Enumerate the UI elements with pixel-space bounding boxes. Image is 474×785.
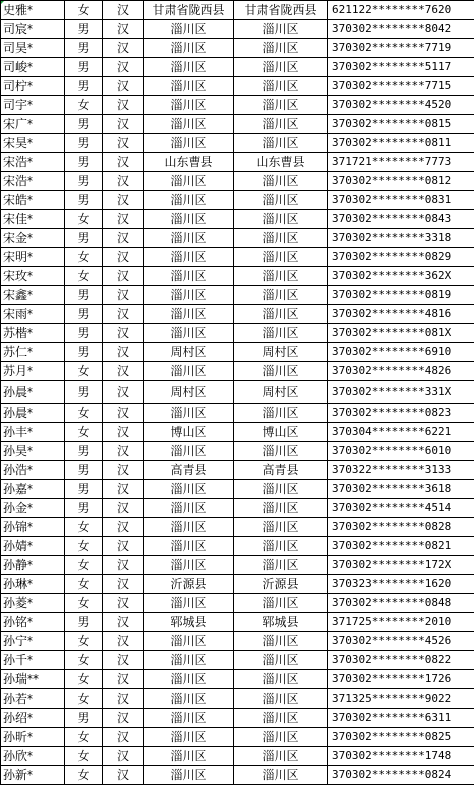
region-cell-2[interactable]: 淄川区 xyxy=(234,134,328,153)
gender-cell[interactable]: 女 xyxy=(65,747,103,766)
region-cell-2[interactable]: 淄川区 xyxy=(234,286,328,305)
ethnicity-cell[interactable]: 汉 xyxy=(103,709,144,728)
gender-cell[interactable]: 女 xyxy=(65,423,103,442)
table-row xyxy=(1,575,474,594)
gender-cell[interactable]: 男 xyxy=(65,20,103,39)
ethnicity-cell[interactable]: 汉 xyxy=(103,670,144,689)
name-cell[interactable]: 孙晨* xyxy=(1,381,65,404)
name-cell[interactable]: 孙昊* xyxy=(1,442,65,461)
table-row xyxy=(1,556,474,575)
region-cell[interactable]: 淄川区 xyxy=(144,404,234,423)
region-cell[interactable]: 淄川区 xyxy=(144,442,234,461)
name-cell[interactable]: 孙晨* xyxy=(1,404,65,423)
id-number-cell[interactable]: 370302********0824 xyxy=(328,766,474,785)
name-cell[interactable]: 孙金* xyxy=(1,499,65,518)
region-cell[interactable]: 高青县 xyxy=(144,461,234,480)
ethnicity-cell[interactable]: 汉 xyxy=(103,728,144,747)
name-cell[interactable]: 孙婧* xyxy=(1,537,65,556)
table-row xyxy=(1,381,474,404)
id-number-cell[interactable]: 370302********7715 xyxy=(328,77,474,96)
gender-cell[interactable]: 男 xyxy=(65,115,103,134)
region-cell-2[interactable]: 淄川区 xyxy=(234,670,328,689)
region-cell[interactable]: 淄川区 xyxy=(144,766,234,785)
region-cell-2[interactable]: 淄川区 xyxy=(234,594,328,613)
id-number-cell[interactable]: 370302********0811 xyxy=(328,134,474,153)
name-cell[interactable]: 司峻* xyxy=(1,58,65,77)
region-cell[interactable]: 周村区 xyxy=(144,381,234,404)
gender-cell[interactable]: 女 xyxy=(65,670,103,689)
region-cell[interactable]: 淄川区 xyxy=(144,305,234,324)
ethnicity-cell[interactable]: 汉 xyxy=(103,77,144,96)
gender-cell[interactable]: 男 xyxy=(65,613,103,632)
region-cell-2[interactable]: 淄川区 xyxy=(234,747,328,766)
gender-cell[interactable]: 男 xyxy=(65,480,103,499)
id-number-cell[interactable]: 371725********2010 xyxy=(328,613,474,632)
gender-cell[interactable]: 女 xyxy=(65,1,103,20)
id-number-cell[interactable]: 621122********7620 xyxy=(328,1,474,20)
table-row xyxy=(1,518,474,537)
name-cell[interactable]: 宋广* xyxy=(1,115,65,134)
name-cell[interactable]: 宋昊* xyxy=(1,134,65,153)
name-cell[interactable]: 孙若* xyxy=(1,689,65,709)
id-number-cell[interactable]: 370302********3318 xyxy=(328,229,474,248)
table-row xyxy=(1,324,474,343)
region-cell[interactable]: 淄川区 xyxy=(144,39,234,58)
ethnicity-cell[interactable]: 汉 xyxy=(103,613,144,632)
gender-cell[interactable]: 男 xyxy=(65,191,103,210)
name-cell[interactable]: 宋玫* xyxy=(1,267,65,286)
region-cell-2[interactable]: 淄川区 xyxy=(234,20,328,39)
ethnicity-cell[interactable]: 汉 xyxy=(103,324,144,343)
region-cell[interactable]: 淄川区 xyxy=(144,537,234,556)
region-cell[interactable]: 淄川区 xyxy=(144,172,234,191)
region-cell-2[interactable]: 淄川区 xyxy=(234,39,328,58)
gender-cell[interactable]: 女 xyxy=(65,632,103,651)
gender-cell[interactable]: 女 xyxy=(65,537,103,556)
region-cell-2[interactable]: 淄川区 xyxy=(234,651,328,670)
id-number-cell[interactable]: 370302********0822 xyxy=(328,651,474,670)
table-row xyxy=(1,248,474,267)
ethnicity-cell[interactable]: 汉 xyxy=(103,499,144,518)
id-number-cell[interactable]: 370323********1620 xyxy=(328,575,474,594)
ethnicity-cell[interactable]: 汉 xyxy=(103,461,144,480)
name-cell[interactable]: 司昊* xyxy=(1,39,65,58)
gender-cell[interactable]: 男 xyxy=(65,381,103,404)
region-cell[interactable]: 淄川区 xyxy=(144,229,234,248)
region-cell-2[interactable]: 淄川区 xyxy=(234,172,328,191)
table-row xyxy=(1,58,474,77)
region-cell-2[interactable]: 淄川区 xyxy=(234,191,328,210)
table-row xyxy=(1,115,474,134)
gender-cell[interactable]: 女 xyxy=(65,96,103,115)
region-cell-2[interactable]: 博山区 xyxy=(234,423,328,442)
table-row xyxy=(1,461,474,480)
region-cell[interactable]: 淄川区 xyxy=(144,594,234,613)
table-row xyxy=(1,728,474,747)
name-cell[interactable]: 孙瑞** xyxy=(1,670,65,689)
id-number-cell[interactable]: 370302********0821 xyxy=(328,537,474,556)
region-cell-2[interactable]: 淄川区 xyxy=(234,77,328,96)
region-cell[interactable]: 淄川区 xyxy=(144,267,234,286)
gender-cell[interactable]: 男 xyxy=(65,324,103,343)
name-cell[interactable]: 宋皓* xyxy=(1,191,65,210)
gender-cell[interactable]: 女 xyxy=(65,267,103,286)
name-cell[interactable]: 苏月* xyxy=(1,362,65,381)
name-cell[interactable]: 孙铭* xyxy=(1,613,65,632)
ethnicity-cell[interactable]: 汉 xyxy=(103,689,144,709)
id-number-cell[interactable]: 371325********9022 xyxy=(328,689,474,709)
id-number-cell[interactable]: 370302********4514 xyxy=(328,499,474,518)
region-cell-2[interactable]: 甘肃省陇西县 xyxy=(234,1,328,20)
gender-cell[interactable]: 男 xyxy=(65,286,103,305)
name-cell[interactable]: 苏仁* xyxy=(1,343,65,362)
ethnicity-cell[interactable]: 汉 xyxy=(103,518,144,537)
name-cell[interactable]: 司柠* xyxy=(1,77,65,96)
name-cell[interactable]: 孙新* xyxy=(1,766,65,785)
table-row xyxy=(1,632,474,651)
ethnicity-cell[interactable]: 汉 xyxy=(103,229,144,248)
region-cell[interactable]: 淄川区 xyxy=(144,499,234,518)
region-cell[interactable]: 淄川区 xyxy=(144,670,234,689)
table-row xyxy=(1,362,474,381)
region-cell[interactable]: 周村区 xyxy=(144,343,234,362)
gender-cell[interactable]: 男 xyxy=(65,461,103,480)
ethnicity-cell[interactable]: 汉 xyxy=(103,343,144,362)
gender-cell[interactable]: 男 xyxy=(65,343,103,362)
region-cell-2[interactable]: 淄川区 xyxy=(234,96,328,115)
table-row xyxy=(1,1,474,20)
region-cell[interactable]: 淄川区 xyxy=(144,191,234,210)
table-row xyxy=(1,229,474,248)
id-number-cell[interactable]: 370302********0815 xyxy=(328,115,474,134)
id-number-cell[interactable]: 370302********4520 xyxy=(328,96,474,115)
id-number-cell[interactable]: 370302********0848 xyxy=(328,594,474,613)
id-number-cell[interactable]: 370302********4526 xyxy=(328,632,474,651)
name-cell[interactable]: 孙静* xyxy=(1,556,65,575)
name-cell[interactable]: 宋明* xyxy=(1,248,65,267)
ethnicity-cell[interactable]: 汉 xyxy=(103,537,144,556)
gender-cell[interactable]: 男 xyxy=(65,229,103,248)
name-cell[interactable]: 宋浩* xyxy=(1,153,65,172)
id-number-cell[interactable]: 370302********0825 xyxy=(328,728,474,747)
name-cell[interactable]: 孙绍* xyxy=(1,709,65,728)
name-cell[interactable]: 孙浩* xyxy=(1,461,65,480)
region-cell-2[interactable]: 山东曹县 xyxy=(234,153,328,172)
region-cell[interactable]: 淄川区 xyxy=(144,134,234,153)
gender-cell[interactable]: 女 xyxy=(65,518,103,537)
table-row xyxy=(1,153,474,172)
region-cell[interactable]: 淄川区 xyxy=(144,248,234,267)
ethnicity-cell[interactable]: 汉 xyxy=(103,362,144,381)
gender-cell[interactable]: 女 xyxy=(65,594,103,613)
region-cell-2[interactable]: 淄川区 xyxy=(234,115,328,134)
id-number-cell[interactable]: 370302********0843 xyxy=(328,210,474,229)
name-cell[interactable]: 司宸* xyxy=(1,20,65,39)
gender-cell[interactable]: 男 xyxy=(65,77,103,96)
region-cell-2[interactable]: 郓城县 xyxy=(234,613,328,632)
id-number-cell[interactable]: 370302********4826 xyxy=(328,362,474,381)
region-cell-2[interactable]: 淄川区 xyxy=(234,210,328,229)
table-row xyxy=(1,594,474,613)
id-number-cell[interactable]: 371721********7773 xyxy=(328,153,474,172)
region-cell-2[interactable]: 淄川区 xyxy=(234,324,328,343)
table-row xyxy=(1,709,474,728)
region-cell[interactable]: 淄川区 xyxy=(144,362,234,381)
region-cell[interactable]: 淄川区 xyxy=(144,689,234,709)
gender-cell[interactable]: 男 xyxy=(65,134,103,153)
roster-body xyxy=(1,1,474,785)
region-cell[interactable]: 博山区 xyxy=(144,423,234,442)
region-cell-2[interactable]: 淄川区 xyxy=(234,518,328,537)
gender-cell[interactable]: 女 xyxy=(65,362,103,381)
gender-cell[interactable]: 男 xyxy=(65,39,103,58)
region-cell-2[interactable]: 淄川区 xyxy=(234,404,328,423)
name-cell[interactable]: 宋浩* xyxy=(1,172,65,191)
region-cell-2[interactable]: 淄川区 xyxy=(234,556,328,575)
region-cell[interactable]: 淄川区 xyxy=(144,518,234,537)
table-row xyxy=(1,96,474,115)
ethnicity-cell[interactable]: 汉 xyxy=(103,766,144,785)
gender-cell[interactable]: 男 xyxy=(65,499,103,518)
table-row xyxy=(1,766,474,785)
table-row xyxy=(1,613,474,632)
region-cell-2[interactable]: 淄川区 xyxy=(234,709,328,728)
ethnicity-cell[interactable]: 汉 xyxy=(103,305,144,324)
id-number-cell[interactable]: 370302********172X xyxy=(328,556,474,575)
region-cell-2[interactable]: 周村区 xyxy=(234,381,328,404)
name-cell[interactable]: 孙丰* xyxy=(1,423,65,442)
ethnicity-cell[interactable]: 汉 xyxy=(103,134,144,153)
region-cell[interactable]: 淄川区 xyxy=(144,96,234,115)
id-number-cell[interactable]: 370302********1748 xyxy=(328,747,474,766)
id-number-cell[interactable]: 370302********6010 xyxy=(328,442,474,461)
ethnicity-cell[interactable]: 汉 xyxy=(103,58,144,77)
table-row xyxy=(1,20,474,39)
ethnicity-cell[interactable]: 汉 xyxy=(103,556,144,575)
region-cell-2[interactable]: 淄川区 xyxy=(234,689,328,709)
table-row xyxy=(1,134,474,153)
ethnicity-cell[interactable]: 汉 xyxy=(103,267,144,286)
region-cell-2[interactable]: 淄川区 xyxy=(234,480,328,499)
gender-cell[interactable]: 男 xyxy=(65,442,103,461)
region-cell-2[interactable]: 淄川区 xyxy=(234,248,328,267)
ethnicity-cell[interactable]: 汉 xyxy=(103,423,144,442)
id-number-cell[interactable]: 370302********6910 xyxy=(328,343,474,362)
name-cell[interactable]: 孙嘉* xyxy=(1,480,65,499)
name-cell[interactable]: 孙欣* xyxy=(1,747,65,766)
name-cell[interactable]: 史雅* xyxy=(1,1,65,20)
table-row xyxy=(1,480,474,499)
region-cell-2[interactable]: 淄川区 xyxy=(234,766,328,785)
ethnicity-cell[interactable]: 汉 xyxy=(103,575,144,594)
region-cell[interactable]: 山东曹县 xyxy=(144,153,234,172)
table-row xyxy=(1,77,474,96)
region-cell-2[interactable]: 淄川区 xyxy=(234,632,328,651)
ethnicity-cell[interactable]: 汉 xyxy=(103,651,144,670)
ethnicity-cell[interactable]: 汉 xyxy=(103,286,144,305)
id-number-cell[interactable]: 370302********4816 xyxy=(328,305,474,324)
id-number-cell[interactable]: 370302********0819 xyxy=(328,286,474,305)
ethnicity-cell[interactable]: 汉 xyxy=(103,594,144,613)
region-cell[interactable]: 淄川区 xyxy=(144,632,234,651)
ethnicity-cell[interactable]: 汉 xyxy=(103,210,144,229)
ethnicity-cell[interactable]: 汉 xyxy=(103,442,144,461)
table-row xyxy=(1,442,474,461)
region-cell[interactable]: 淄川区 xyxy=(144,115,234,134)
id-number-cell[interactable]: 370302********0831 xyxy=(328,191,474,210)
ethnicity-cell[interactable]: 汉 xyxy=(103,248,144,267)
name-cell[interactable]: 宋金* xyxy=(1,229,65,248)
gender-cell[interactable]: 男 xyxy=(65,172,103,191)
gender-cell[interactable]: 女 xyxy=(65,728,103,747)
table-row xyxy=(1,191,474,210)
name-cell[interactable]: 司宇* xyxy=(1,96,65,115)
ethnicity-cell[interactable]: 汉 xyxy=(103,115,144,134)
name-cell[interactable]: 孙千* xyxy=(1,651,65,670)
id-number-cell[interactable]: 370302********3618 xyxy=(328,480,474,499)
region-cell[interactable]: 淄川区 xyxy=(144,480,234,499)
name-cell[interactable]: 孙宁* xyxy=(1,632,65,651)
ethnicity-cell[interactable]: 汉 xyxy=(103,172,144,191)
gender-cell[interactable]: 女 xyxy=(65,248,103,267)
id-number-cell[interactable]: 370322********3133 xyxy=(328,461,474,480)
table-row xyxy=(1,689,474,709)
name-cell[interactable]: 苏楷* xyxy=(1,324,65,343)
table-row xyxy=(1,39,474,58)
gender-cell[interactable]: 女 xyxy=(65,404,103,423)
table-row xyxy=(1,267,474,286)
id-number-cell[interactable]: 370302********8042 xyxy=(328,20,474,39)
region-cell[interactable]: 淄川区 xyxy=(144,728,234,747)
id-number-cell[interactable]: 370302********0823 xyxy=(328,404,474,423)
id-number-cell[interactable]: 370302********0812 xyxy=(328,172,474,191)
region-cell-2[interactable]: 淄川区 xyxy=(234,229,328,248)
ethnicity-cell[interactable]: 汉 xyxy=(103,381,144,404)
id-number-cell[interactable]: 370302********081X xyxy=(328,324,474,343)
region-cell[interactable]: 郓城县 xyxy=(144,613,234,632)
table-row xyxy=(1,670,474,689)
region-cell-2[interactable]: 淄川区 xyxy=(234,728,328,747)
id-number-cell[interactable]: 370302********0829 xyxy=(328,248,474,267)
gender-cell[interactable]: 女 xyxy=(65,210,103,229)
region-cell-2[interactable]: 周村区 xyxy=(234,343,328,362)
name-cell[interactable]: 孙昕* xyxy=(1,728,65,747)
region-cell[interactable]: 淄川区 xyxy=(144,556,234,575)
region-cell[interactable]: 淄川区 xyxy=(144,709,234,728)
name-cell[interactable]: 孙锦* xyxy=(1,518,65,537)
table-row xyxy=(1,423,474,442)
id-number-cell[interactable]: 370302********331X xyxy=(328,381,474,404)
ethnicity-cell[interactable]: 汉 xyxy=(103,96,144,115)
gender-cell[interactable]: 女 xyxy=(65,766,103,785)
region-cell-2[interactable]: 淄川区 xyxy=(234,58,328,77)
gender-cell[interactable]: 男 xyxy=(65,709,103,728)
region-cell[interactable]: 淄川区 xyxy=(144,286,234,305)
id-number-cell[interactable]: 370302********362X xyxy=(328,267,474,286)
table-row xyxy=(1,651,474,670)
table-row xyxy=(1,343,474,362)
region-cell[interactable]: 淄川区 xyxy=(144,77,234,96)
id-number-cell[interactable]: 370302********6311 xyxy=(328,709,474,728)
table-row xyxy=(1,305,474,324)
name-cell[interactable]: 孙琳* xyxy=(1,575,65,594)
table-row xyxy=(1,210,474,229)
gender-cell[interactable]: 男 xyxy=(65,153,103,172)
region-cell-2[interactable]: 淄川区 xyxy=(234,537,328,556)
region-cell[interactable]: 甘肃省陇西县 xyxy=(144,1,234,20)
region-cell-2[interactable]: 沂源县 xyxy=(234,575,328,594)
region-cell[interactable]: 淄川区 xyxy=(144,210,234,229)
name-cell[interactable]: 宋佳* xyxy=(1,210,65,229)
region-cell[interactable]: 沂源县 xyxy=(144,575,234,594)
region-cell[interactable]: 淄川区 xyxy=(144,324,234,343)
ethnicity-cell[interactable]: 汉 xyxy=(103,747,144,766)
ethnicity-cell[interactable]: 汉 xyxy=(103,39,144,58)
id-number-cell[interactable]: 370302********1726 xyxy=(328,670,474,689)
id-number-cell[interactable]: 370304********6221 xyxy=(328,423,474,442)
table-row xyxy=(1,537,474,556)
name-cell[interactable]: 孙菱* xyxy=(1,594,65,613)
gender-cell[interactable]: 男 xyxy=(65,305,103,324)
table-row xyxy=(1,404,474,423)
region-cell[interactable]: 淄川区 xyxy=(144,58,234,77)
ethnicity-cell[interactable]: 汉 xyxy=(103,480,144,499)
ethnicity-cell[interactable]: 汉 xyxy=(103,632,144,651)
table-row xyxy=(1,499,474,518)
gender-cell[interactable]: 女 xyxy=(65,689,103,709)
id-number-cell[interactable]: 370302********0828 xyxy=(328,518,474,537)
region-cell[interactable]: 淄川区 xyxy=(144,20,234,39)
gender-cell[interactable]: 女 xyxy=(65,651,103,670)
region-cell-2[interactable]: 淄川区 xyxy=(234,305,328,324)
table-row xyxy=(1,172,474,191)
region-cell-2[interactable]: 淄川区 xyxy=(234,362,328,381)
region-cell-2[interactable]: 淄川区 xyxy=(234,267,328,286)
table-row xyxy=(1,286,474,305)
region-cell-2[interactable]: 淄川区 xyxy=(234,442,328,461)
region-cell-2[interactable]: 淄川区 xyxy=(234,499,328,518)
id-number-cell[interactable]: 370302********7719 xyxy=(328,39,474,58)
ethnicity-cell[interactable]: 汉 xyxy=(103,404,144,423)
gender-cell[interactable]: 女 xyxy=(65,575,103,594)
name-cell[interactable]: 宋雨* xyxy=(1,305,65,324)
gender-cell[interactable]: 女 xyxy=(65,556,103,575)
name-cell[interactable]: 宋鑫* xyxy=(1,286,65,305)
table-row xyxy=(1,747,474,766)
ethnicity-cell[interactable]: 汉 xyxy=(103,1,144,20)
region-cell[interactable]: 淄川区 xyxy=(144,747,234,766)
id-number-cell[interactable]: 370302********5117 xyxy=(328,58,474,77)
ethnicity-cell[interactable]: 汉 xyxy=(103,191,144,210)
ethnicity-cell[interactable]: 汉 xyxy=(103,153,144,172)
gender-cell[interactable]: 男 xyxy=(65,58,103,77)
region-cell[interactable]: 淄川区 xyxy=(144,651,234,670)
region-cell-2[interactable]: 高青县 xyxy=(234,461,328,480)
ethnicity-cell[interactable]: 汉 xyxy=(103,20,144,39)
